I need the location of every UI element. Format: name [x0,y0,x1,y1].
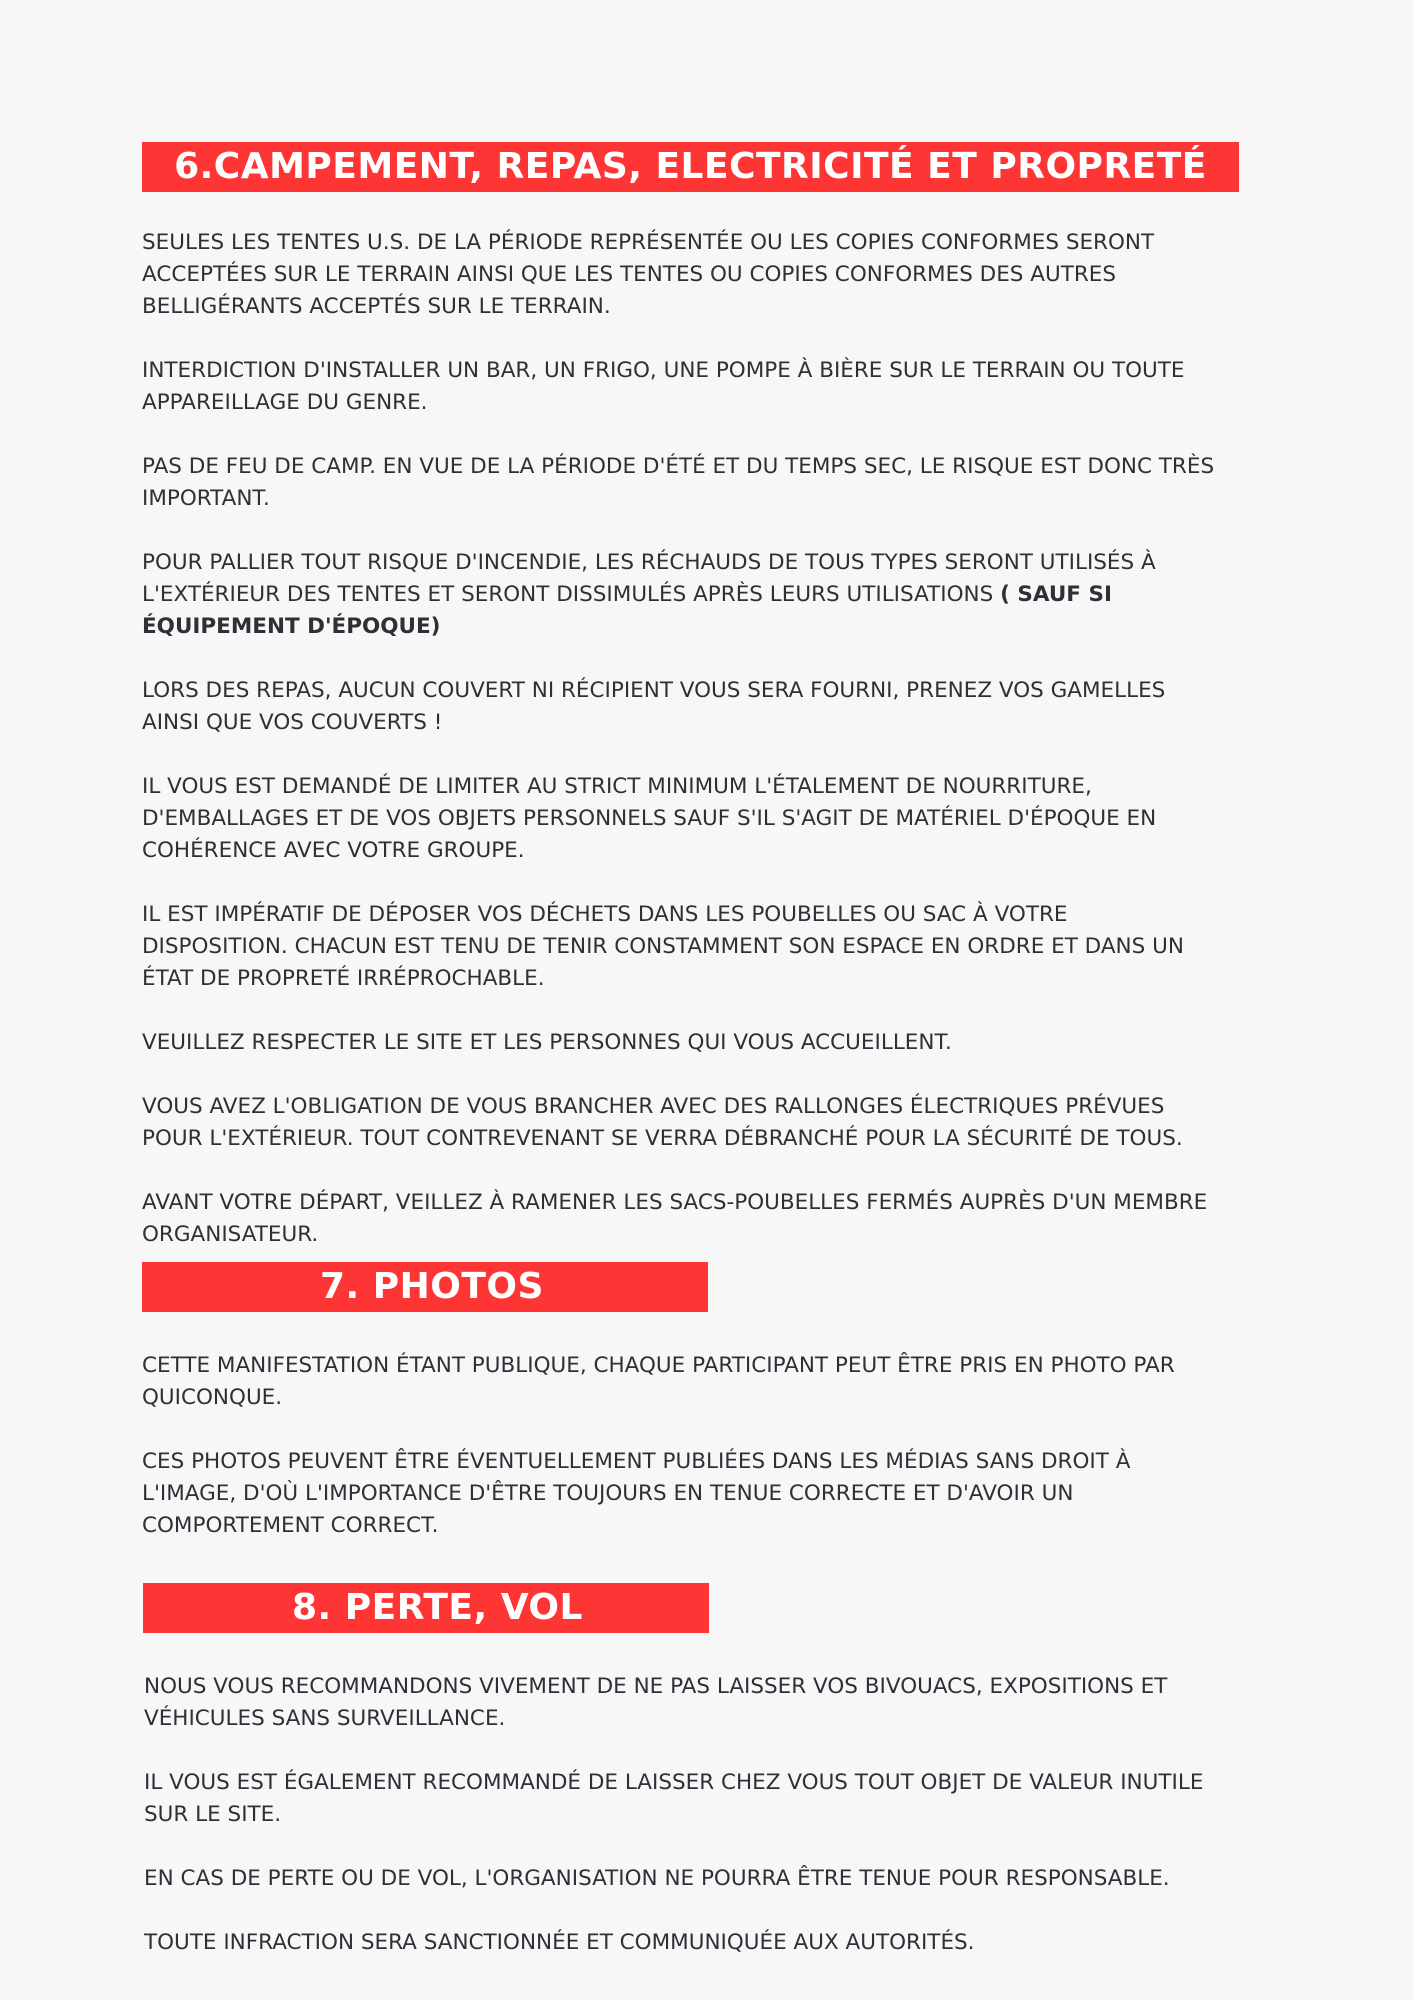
s6-paragraph-departure: AVANT VOTRE DÉPART, VEILLEZ À RAMENER LES SACS-POUBELLES FERMÉS AUPRÈS D'UN MEMBRE ORGANISATEUR. [142,1190,1208,1247]
s8-paragraph-surveillance: NOUS VOUS RECOMMANDONS VIVEMENT DE NE PAS LAISSER VOS BIVOUACS, EXPOSITIONS ET VÉHICULES SANS SURVEILLANCE. [144,1674,1168,1731]
section-8-heading [143,1583,709,1633]
s6-paragraph-waste: IL EST IMPÉRATIF DE DÉPOSER VOS DÉCHETS DANS LES POUBELLES OU SAC À VOTRE DISPOSITION. CHACUN EST TENU DE TENIR CONSTAMMENT SON ESPACE EN ORDRE ET DANS UN ÉTAT DE PROPRETÉ IRRÉPROCHABLE. [142,902,1184,991]
s6-stoves-bold-note: ( SAUF SI ÉQUIPEMENT D'ÉPOQUE) [142,582,1112,639]
s6-paragraph-tents: SEULES LES TENTES U.S. DE LA PÉRIODE REPRÉSENTÉE OU LES COPIES CONFORMES SERONT ACCEPTÉES SUR LE TERRAIN AINSI QUE LES TENTES OU COPIES CONFORMES DES AUTRES BELLIGÉRANTS ACCEPTÉS SUR LE TERRAIN. [142,230,1155,319]
section-7-heading [142,1262,708,1312]
s8-paragraph-liability: EN CAS DE PERTE OU DE VOL, L'ORGANISATION NE POURRA ÊTRE TENUE POUR RESPONSABLE. [144,1866,1170,1891]
s7-paragraph-public: CETTE MANIFESTATION ÉTANT PUBLIQUE, CHAQUE PARTICIPANT PEUT ÊTRE PRIS EN PHOTO PAR QUICONQUE. [142,1353,1175,1410]
s6-paragraph-stoves [142,547,1252,643]
s6-paragraph-respect: VEUILLEZ RESPECTER LE SITE ET LES PERSONNES QUI VOUS ACCUEILLENT. [142,1030,952,1055]
s8-paragraph-infraction: TOUTE INFRACTION SERA SANCTIONNÉE ET COMMUNIQUÉE AUX AUTORITÉS. [144,1930,975,1955]
s6-paragraph-meals: LORS DES REPAS, AUCUN COUVERT NI RÉCIPIENT VOUS SERA FOURNI, PRENEZ VOS GAMELLES AINSI QUE VOS COUVERTS ! [142,678,1166,735]
s6-stoves-text: POUR PALLIER TOUT RISQUE D'INCENDIE, LES RÉCHAUDS DE TOUS TYPES SERONT UTILISÉS À L'EXTÉRIEUR DES TENTES ET SERONT DISSIMULÉS APRÈS LEURS UTILISATIONS [142,550,1156,607]
s6-paragraph-campfire: PAS DE FEU DE CAMP. EN VUE DE LA PÉRIODE D'ÉTÉ ET DU TEMPS SEC, LE RISQUE EST DONC TRÈS IMPORTANT. [142,454,1215,511]
section-6-heading: 6.CAMPEMENT, REPAS, ELECTRICITÉ ET PROPRETÉ [142,142,1239,192]
section-7-title: 7. PHOTOS [320,1266,544,1307]
s7-paragraph-media: CES PHOTOS PEUVENT ÊTRE ÉVENTUELLEMENT PUBLIÉES DANS LES MÉDIAS SANS DROIT À L'IMAGE, D'OÙ L'IMPORTANCE D'ÊTRE TOUJOURS EN TENUE CORRECTE ET D'AVOIR UN COMPORTEMENT CORRECT. [142,1449,1131,1538]
s6-paragraph-bar: INTERDICTION D'INSTALLER UN BAR, UN FRIGO, UNE POMPE À BIÈRE SUR LE TERRAIN OU TOUTE APPAREILLAGE DU GENRE. [142,358,1185,415]
section-8-title: 8. PERTE, VOL [292,1587,583,1628]
s6-paragraph-electricity: VOUS AVEZ L'OBLIGATION DE VOUS BRANCHER AVEC DES RALLONGES ÉLECTRIQUES PRÉVUES POUR L'EXTÉRIEUR. TOUT CONTREVENANT SE VERRA DÉBRANCHÉ POUR LA SÉCURITÉ DE TOUS. [142,1094,1183,1151]
s8-paragraph-valuables: IL VOUS EST ÉGALEMENT RECOMMANDÉ DE LAISSER CHEZ VOUS TOUT OBJET DE VALEUR INUTILE SUR LE SITE. [144,1770,1204,1827]
s6-paragraph-belongings: IL VOUS EST DEMANDÉ DE LIMITER AU STRICT MINIMUM L'ÉTALEMENT DE NOURRITURE, D'EMBALLAGES ET DE VOS OBJETS PERSONNELS SAUF S'IL S'AGIT DE MATÉRIEL D'ÉPOQUE EN COHÉRENCE AVEC VOTRE GROUPE. [142,774,1157,863]
